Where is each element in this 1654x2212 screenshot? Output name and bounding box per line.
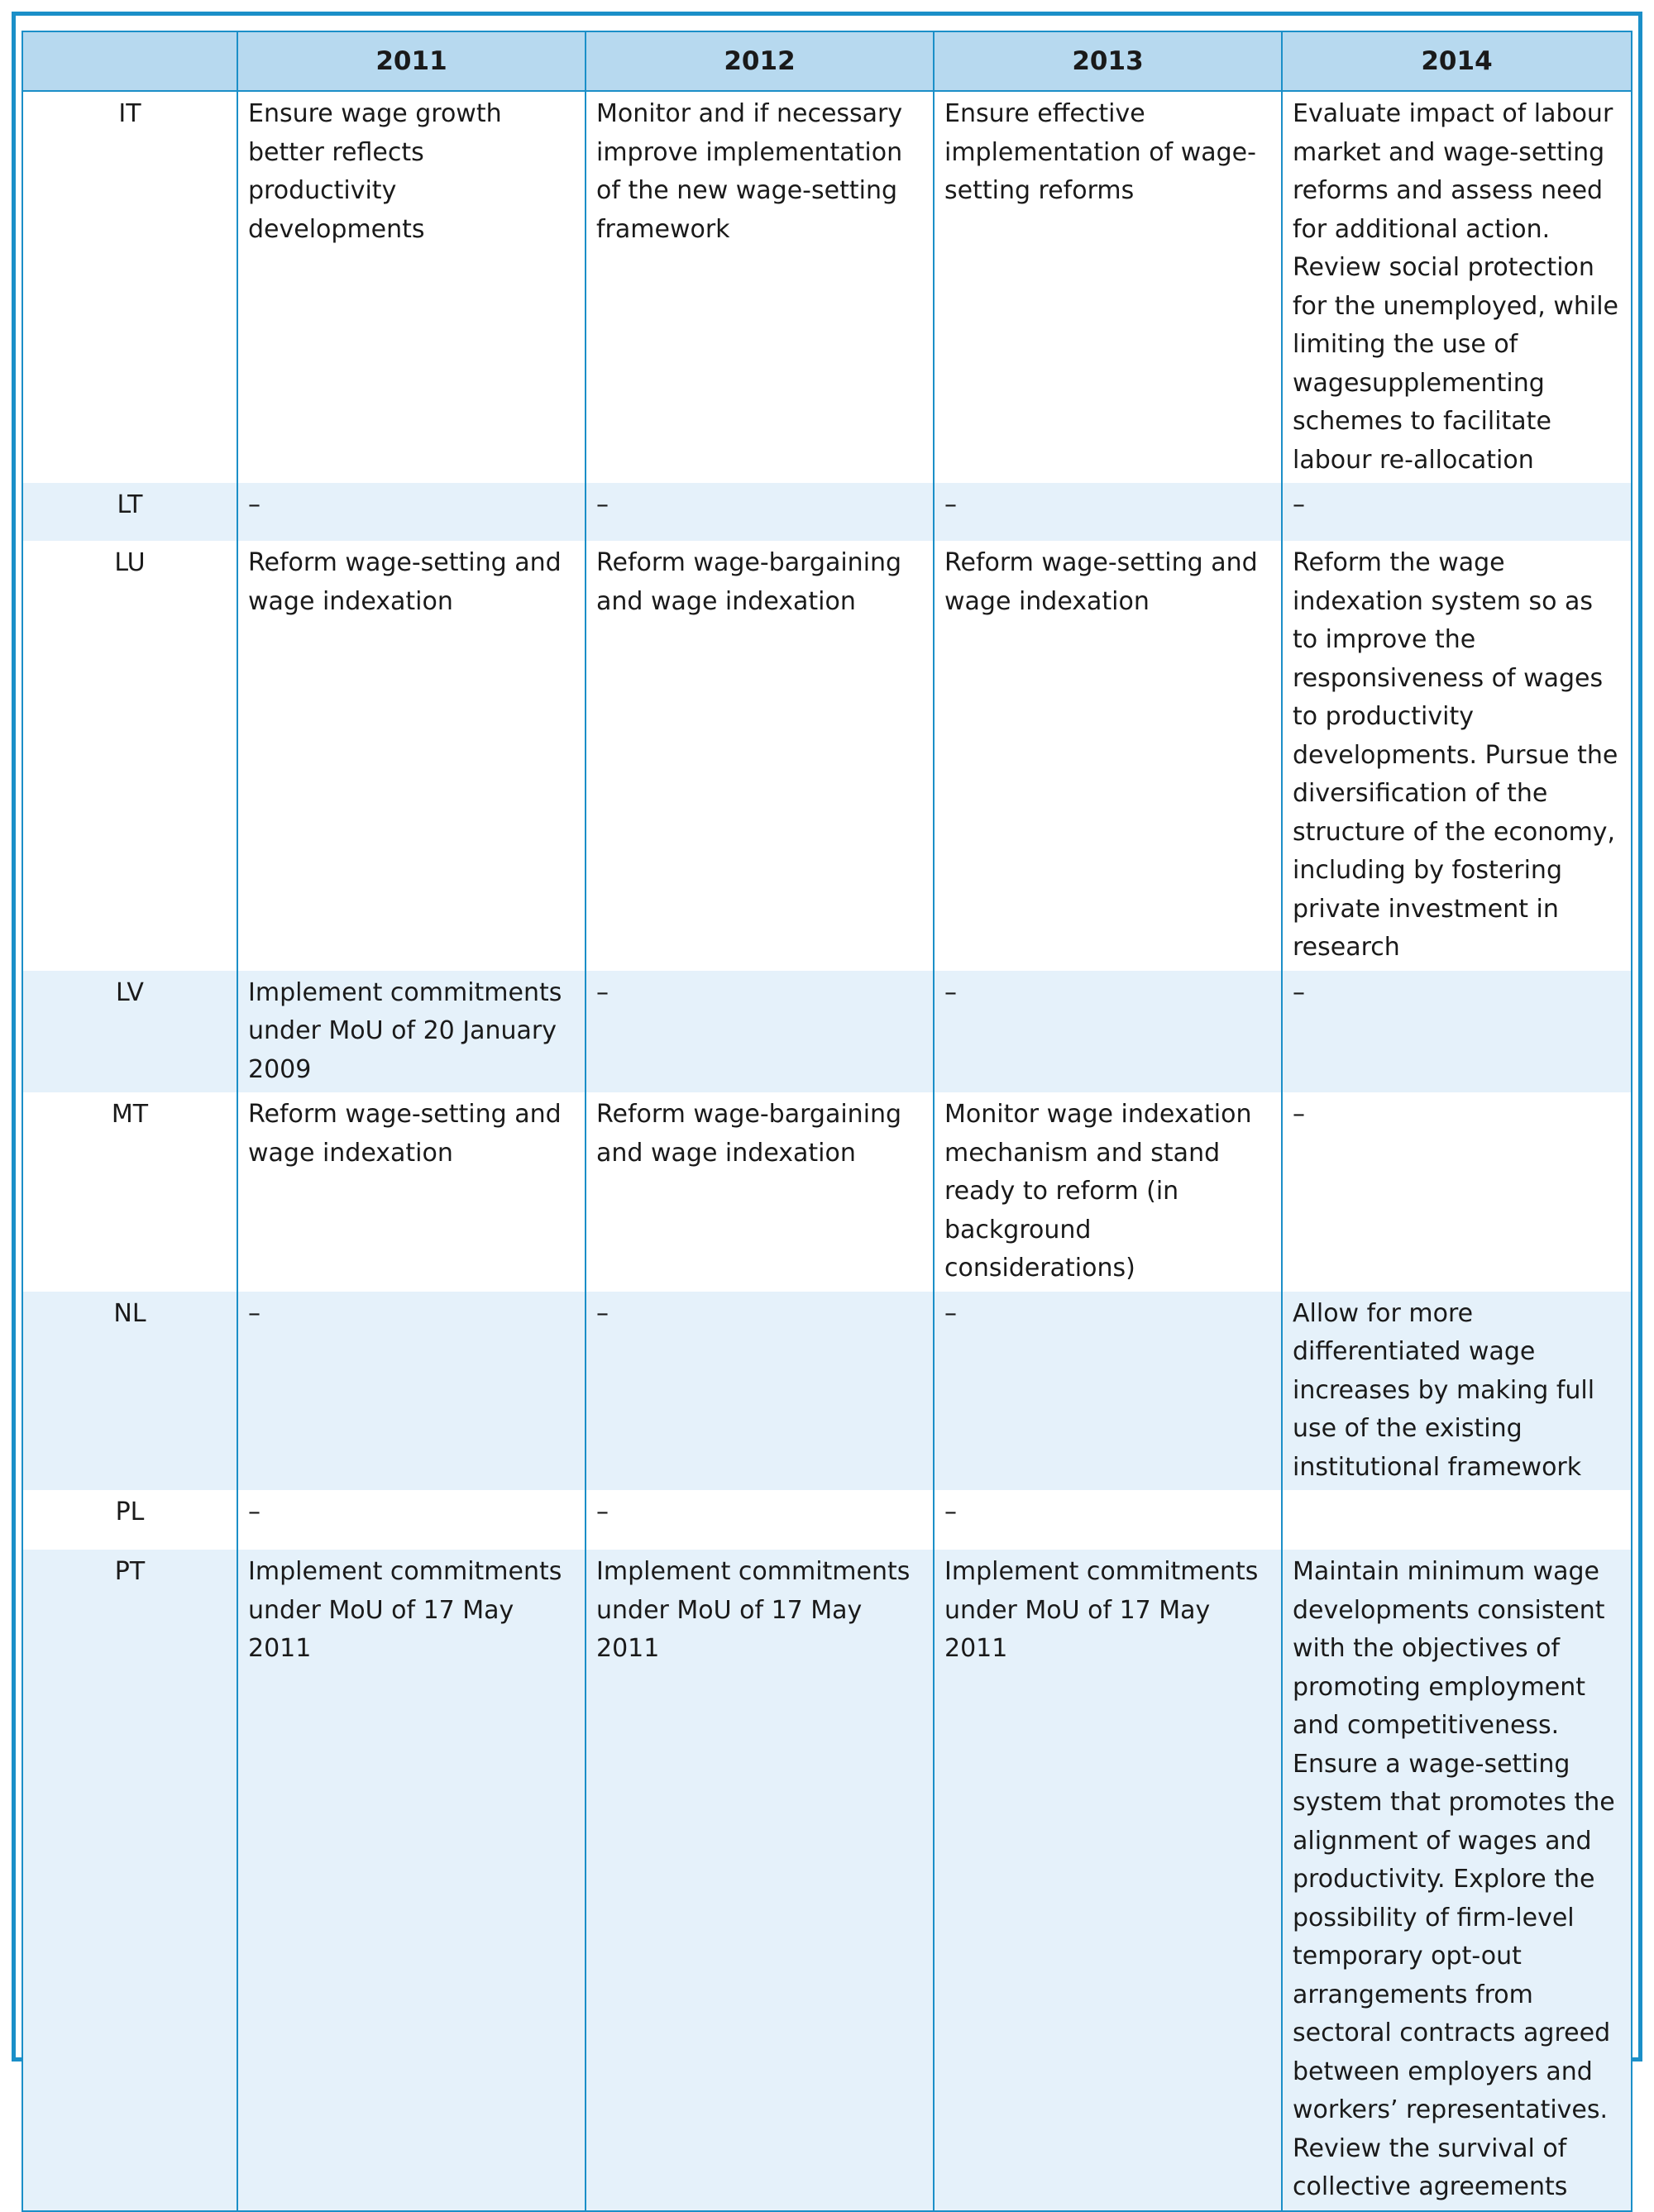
cell-2012: – [586, 483, 934, 541]
table-row [22, 541, 1632, 971]
cell-2013: – [934, 971, 1282, 1093]
cell-2012: – [586, 1292, 934, 1491]
cell-2012: Implement commitments under MoU of 17 May 2011 [586, 1550, 934, 2211]
country-code: PT [22, 1550, 237, 2211]
country-code: NL [22, 1292, 237, 1491]
column-header-2012: 2012 [586, 31, 934, 91]
cell-2014: Evaluate impact of labour market and wage-setting reforms and assess need for additional action. Review social protection for the unemployed, while limiting the use of wagesupplementing schemes to facilitate labour re-allocation [1282, 91, 1632, 483]
table-row [22, 1550, 1632, 2211]
column-header-2014: 2014 [1282, 31, 1632, 91]
table-row [22, 91, 1632, 483]
cell-2014: Allow for more differentiated wage increases by making full use of the existing institutional framework [1282, 1292, 1632, 1491]
cell-2014: – [1282, 483, 1632, 541]
recommendations-table [22, 31, 1632, 2212]
cell-2013: – [934, 483, 1282, 541]
cell-2014: – [1282, 1092, 1632, 1292]
cell-2013: – [934, 1292, 1282, 1491]
column-header-2013: 2013 [934, 31, 1282, 91]
table-row [22, 1490, 1632, 1550]
cell-2011: – [237, 1292, 586, 1491]
table-row [22, 1292, 1632, 1491]
country-code: LV [22, 971, 237, 1093]
cell-2014: – [1282, 971, 1632, 1093]
country-code: LT [22, 483, 237, 541]
cell-2012: Monitor and if necessary improve implementation of the new wage-setting framework [586, 91, 934, 483]
country-code: PL [22, 1490, 237, 1550]
cell-2014: Reform the wage indexation system so as to improve the responsiveness of wages to productivity developments. Pursue the diversification of the structure of the economy, including by fostering private investment in research [1282, 541, 1632, 971]
cell-2011: Ensure wage growth better reflects productivity developments [237, 91, 586, 483]
cell-2013: – [934, 1490, 1282, 1550]
cell-2013: Monitor wage indexation mechanism and stand ready to reform (in background considerations) [934, 1092, 1282, 1292]
country-code: LU [22, 541, 237, 971]
table-row [22, 971, 1632, 1093]
cell-2011: Reform wage-setting and wage indexation [237, 541, 586, 971]
cell-2011: – [237, 483, 586, 541]
table-header-row [22, 31, 1632, 91]
cell-2011: Implement commitments under MoU of 20 January 2009 [237, 971, 586, 1093]
cell-2012: Reform wage-bargaining and wage indexation [586, 1092, 934, 1292]
column-header-country [22, 31, 237, 91]
country-code: MT [22, 1092, 237, 1292]
cell-2013: Implement commitments under MoU of 17 May 2011 [934, 1550, 1282, 2211]
cell-2012: – [586, 971, 934, 1093]
column-header-2011: 2011 [237, 31, 586, 91]
cell-2014: Maintain minimum wage developments consistent with the objectives of promoting employment and competitiveness. Ensure a wage-setting system that promotes the alignment of wages and productivity. Explore the possibility of firm-level temporary opt-out arrangements from sectoral contracts agreed between employers and workers’ representatives. Review the survival of collective agreements [1282, 1550, 1632, 2211]
cell-2013: Reform wage-setting and wage indexation [934, 541, 1282, 971]
cell-2011: – [237, 1490, 586, 1550]
cell-2012: – [586, 1490, 934, 1550]
table-row [22, 1092, 1632, 1292]
table-row [22, 483, 1632, 541]
cell-2013: Ensure effective implementation of wage-setting reforms [934, 91, 1282, 483]
cell-2011: Implement commitments under MoU of 17 May 2011 [237, 1550, 586, 2211]
cell-2014 [1282, 1490, 1632, 1550]
cell-2011: Reform wage-setting and wage indexation [237, 1092, 586, 1292]
country-code: IT [22, 91, 237, 483]
cell-2012: Reform wage-bargaining and wage indexation [586, 541, 934, 971]
